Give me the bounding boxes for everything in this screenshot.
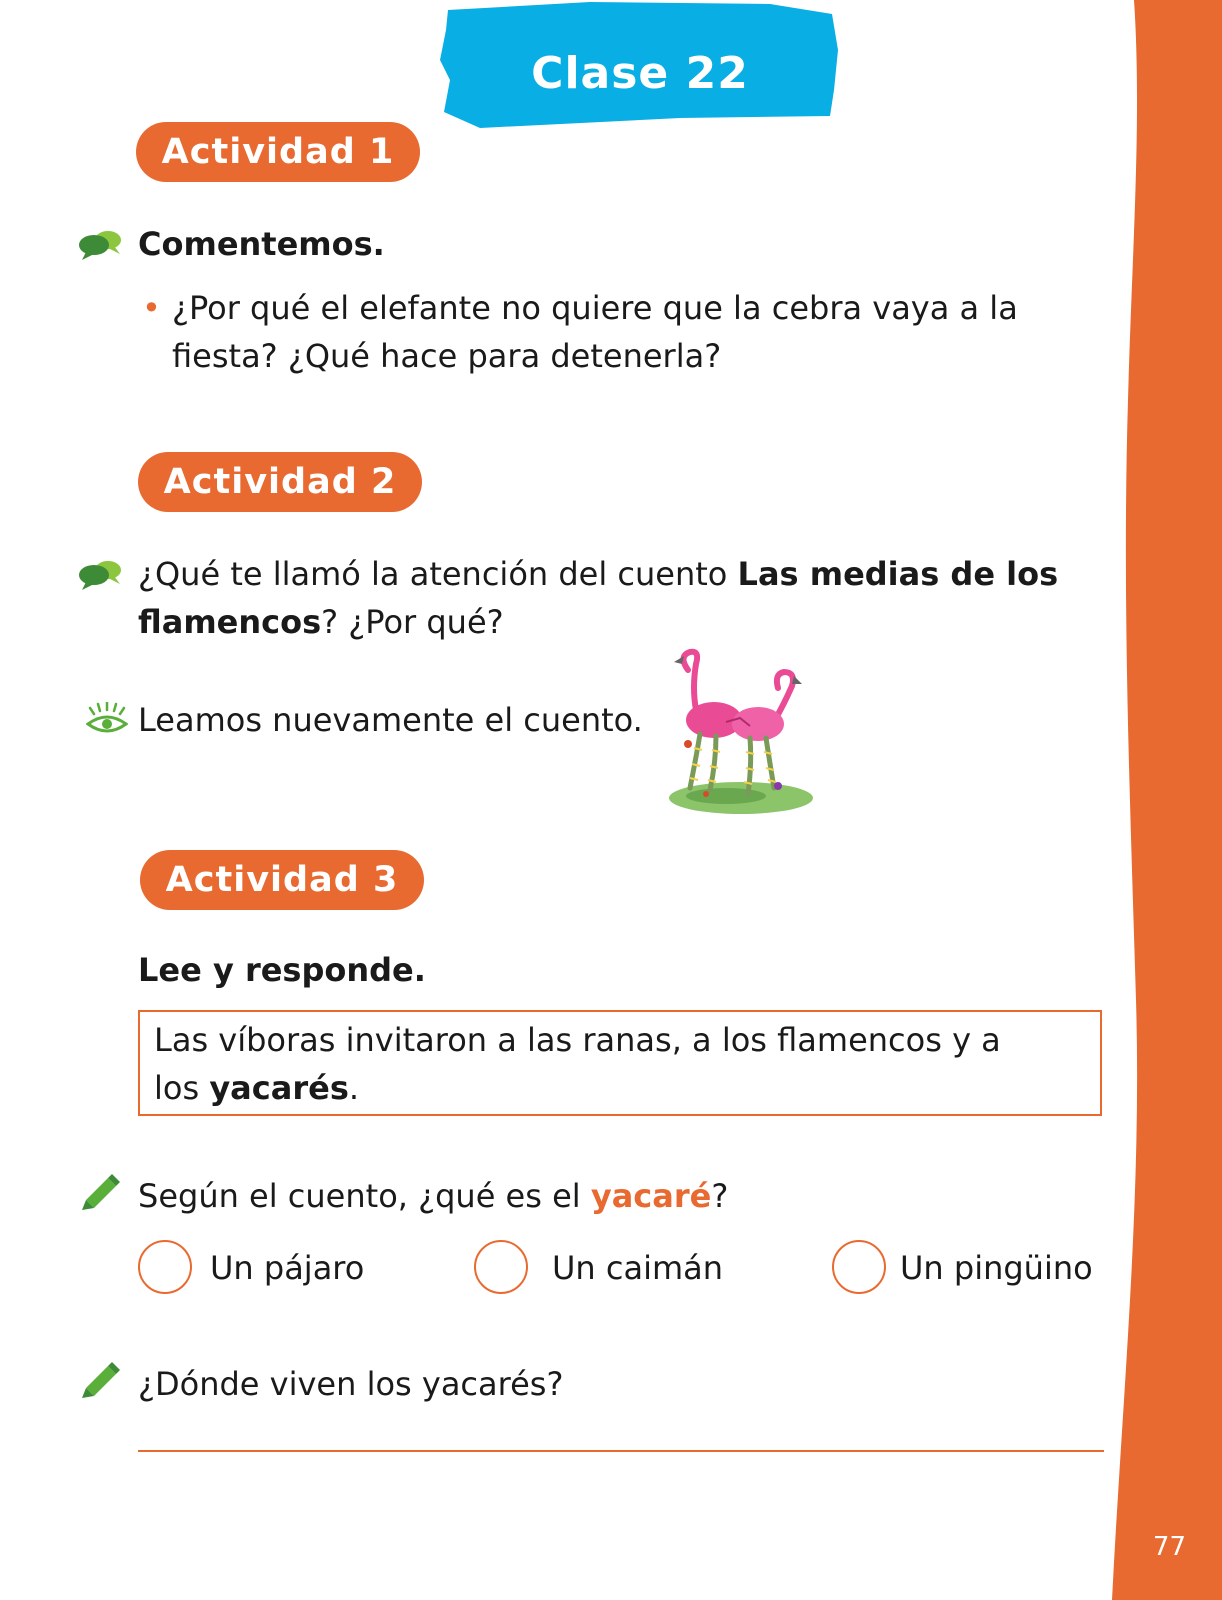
speech-bubbles-icon <box>78 228 124 262</box>
option-3-radio[interactable] <box>832 1240 886 1294</box>
question-text-end: ? ¿Por qué? <box>321 603 504 641</box>
option-1-label: Un pájaro <box>210 1249 365 1287</box>
question-2: ¿Dónde viven los yacarés? <box>138 1365 564 1403</box>
activity-3-instruction: Lee y responde. <box>138 951 426 989</box>
flamingo-illustration <box>666 648 816 816</box>
box-keyword: yacarés <box>209 1069 349 1107</box>
question-1 <box>138 1172 728 1220</box>
question-1-keyword: yacaré <box>590 1177 712 1215</box>
reading-box-line-1: Las víboras invitaron a las ranas, a los flamencos y a <box>154 1021 1001 1059</box>
activity-3-label: Actividad 3 <box>140 850 424 910</box>
read-again-text: Leamos nuevamente el cuento. <box>138 701 643 739</box>
story-title-part-1: Las medias de los <box>737 555 1059 593</box>
option-2-label: Un caimán <box>552 1249 724 1287</box>
question-1-end: ? <box>711 1177 729 1215</box>
pencil-icon <box>80 1358 120 1398</box>
question-1-text: Según el cuento, ¿qué es el <box>138 1177 591 1215</box>
side-band <box>1112 0 1222 1600</box>
story-title-part-2: flamencos <box>138 603 322 641</box>
option-2-radio[interactable] <box>474 1240 528 1294</box>
activity-1-label: Actividad 1 <box>136 122 420 182</box>
page-title: Clase 22 <box>531 48 749 99</box>
activity-1-instruction: Comentemos. <box>138 225 385 263</box>
answer-line[interactable] <box>138 1450 1104 1452</box>
box-text: los <box>154 1069 210 1107</box>
activity-1-question-line-2: fiesta? ¿Qué hace para detenerla? <box>172 337 722 375</box>
reading-box <box>138 1010 1102 1116</box>
activity-2-label: Actividad 2 <box>138 452 422 512</box>
question-text: ¿Qué te llamó la atención del cuento <box>138 555 738 593</box>
bullet-dot: • <box>142 289 161 327</box>
reading-box-line-2 <box>154 1064 1086 1112</box>
option-1-radio[interactable] <box>138 1240 192 1294</box>
box-period: . <box>348 1069 360 1107</box>
activity-1-question-line-1: ¿Por qué el elefante no quiere que la cebra vaya a la <box>172 289 1018 327</box>
pencil-icon <box>80 1170 120 1210</box>
eye-icon <box>86 702 128 736</box>
speech-bubbles-icon <box>78 558 124 592</box>
page-number: 77 <box>1152 1532 1186 1562</box>
option-3-label: Un pingüino <box>900 1249 1093 1287</box>
activity-2-question-line-2 <box>138 598 504 646</box>
activity-2-question-line-1 <box>138 550 1058 598</box>
